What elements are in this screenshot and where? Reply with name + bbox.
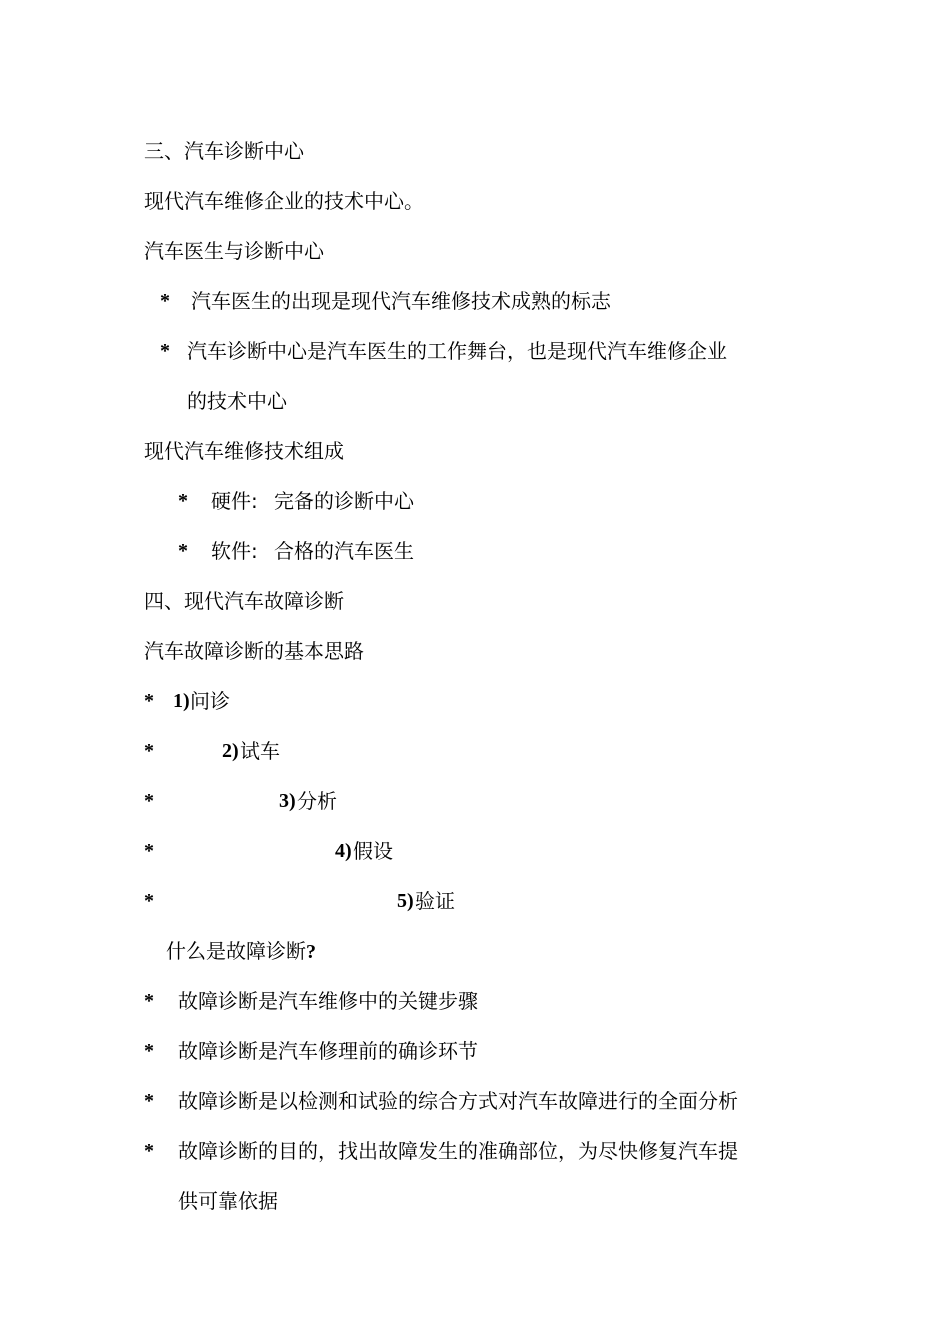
bullet-marker: *	[144, 740, 154, 762]
software-label: 软件:	[211, 539, 258, 563]
bullet-marker: *	[178, 490, 188, 512]
step-number: 4)	[335, 840, 352, 862]
bullet-center-stage-cont: 的技术中心	[187, 389, 287, 413]
step-text: 问诊	[190, 689, 230, 713]
definition-item: 故障诊断是汽车维修中的关键步骤	[178, 989, 478, 1013]
step-text: 试车	[240, 739, 280, 763]
bullet-marker: *	[144, 990, 154, 1012]
bullet-marker: *	[144, 1040, 154, 1062]
step-number: 3)	[279, 790, 296, 812]
bullet-doctor-sign: 汽车医生的出现是现代汽车维修技术成熟的标志	[191, 289, 611, 313]
bullet-marker: *	[144, 690, 154, 712]
definition-item: 故障诊断是汽车修理前的确诊环节	[178, 1039, 478, 1063]
definition-item: 故障诊断是以检测和试验的综合方式对汽车故障进行的全面分析	[178, 1089, 738, 1113]
bullet-marker: *	[144, 1140, 154, 1162]
bullet-marker: *	[144, 1090, 154, 1112]
question-body: 什么是故障诊断	[166, 939, 306, 963]
step-number: 2)	[222, 740, 239, 762]
step-text: 假设	[353, 839, 393, 863]
section-3-intro: 现代汽车维修企业的技术中心。	[144, 189, 424, 213]
bullet-center-stage: 汽车诊断中心是汽车医生的工作舞台，也是现代汽车维修企业	[187, 339, 727, 363]
bullet-marker: *	[144, 890, 154, 912]
bullet-marker: *	[160, 340, 170, 362]
hardware-value: 完备的诊断中心	[274, 489, 414, 513]
definition-item: 故障诊断的目的，找出故障发生的准确部位，为尽快修复汽车提	[178, 1139, 738, 1163]
bullet-marker: *	[160, 290, 170, 312]
step-number: 5)	[397, 890, 414, 912]
step-number: 1)	[173, 690, 190, 712]
section-3-subheading: 汽车医生与诊断中心	[144, 239, 324, 263]
bullet-marker: *	[178, 540, 188, 562]
step-text: 分析	[297, 789, 337, 813]
section-3-heading: 三、汽车诊断中心	[144, 139, 304, 163]
section-4-heading: 四、现代汽车故障诊断	[144, 589, 344, 613]
bullet-marker: *	[144, 790, 154, 812]
hardware-label: 硬件:	[211, 489, 258, 513]
bullet-marker: *	[144, 840, 154, 862]
approach-heading: 汽车故障诊断的基本思路	[144, 639, 364, 663]
step-text: 验证	[415, 889, 455, 913]
question-mark: ?	[306, 941, 316, 963]
definition-item-cont: 供可靠依据	[178, 1189, 278, 1213]
question-text	[166, 938, 316, 965]
composition-heading: 现代汽车维修技术组成	[144, 439, 344, 463]
software-value: 合格的汽车医生	[274, 539, 414, 563]
